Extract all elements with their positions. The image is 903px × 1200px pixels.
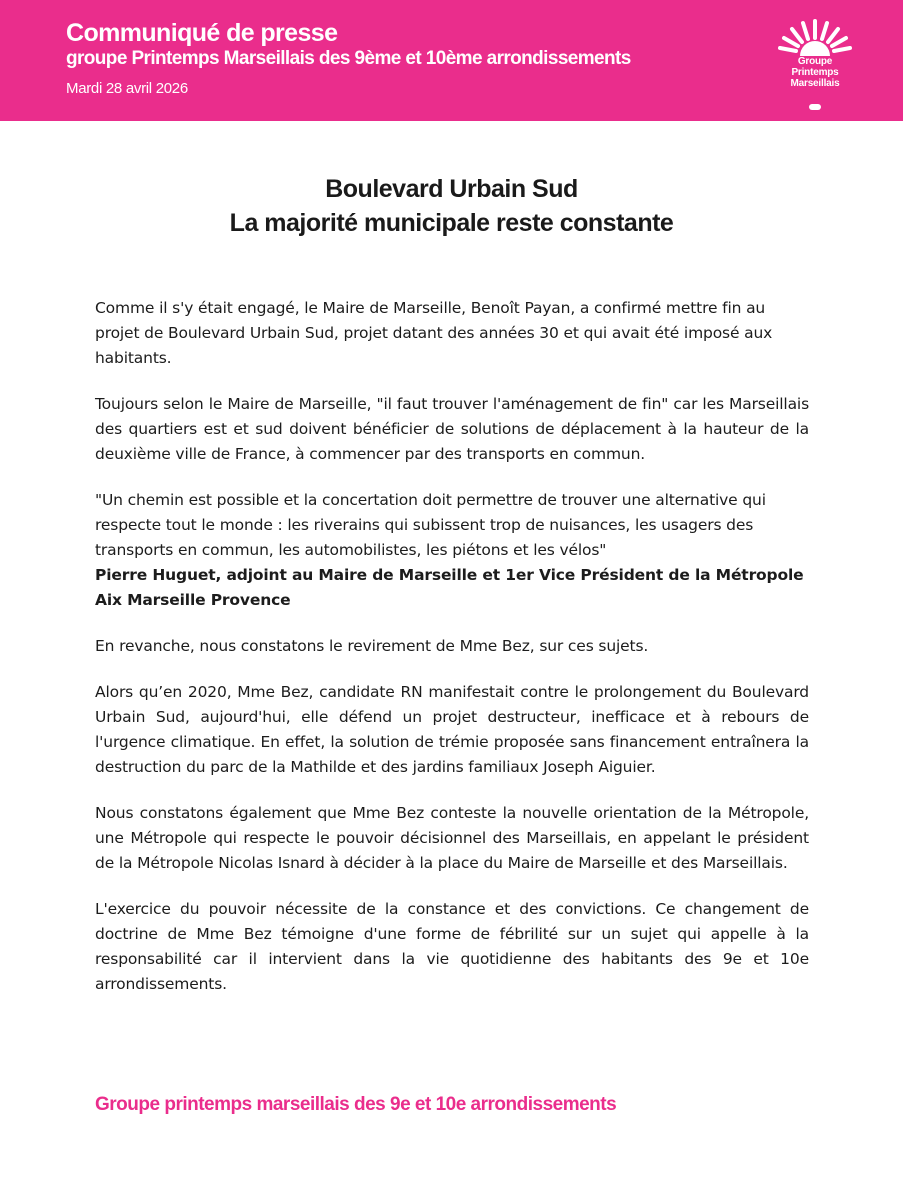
logo [772,12,858,112]
logo-line-2: Printemps [791,67,839,78]
title-line-1: Boulevard Urbain Sud [325,175,578,203]
header-title: Communiqué de presse [66,19,338,47]
logo-line-3: Marseillais [790,78,840,89]
header-subtitle: groupe Printemps Marseillais des 9ème et 10ème arrondissements [66,48,631,69]
header-date: Mardi 28 avril 2026 [66,80,188,97]
document-body [95,296,809,1018]
logo-line-1: Groupe [797,56,833,67]
paragraph-5: Alors qu’en 2020, Mme Bez, candidate RN manifestait contre le prolongement du Boulevard Urbain Sud, aujourd'hui, elle défend un projet destructeur, inefficace et à rebours de l'urgence climatique. En effet, la solution de trémie proposée sans financement entraînera la destruction du parc de la Mathilde et des jardins familiaux Joseph Aiguier. [95,683,809,776]
paragraph-quote [95,488,809,613]
sun-rays-icon [772,12,858,58]
quote-author: Pierre Huguet, adjoint au Maire de Marseille et 1er Vice Président de la Métropole Aix Marseille Provence [95,566,804,609]
paragraph-6: Nous constatons également que Mme Bez conteste la nouvelle orientation de la Métropole, une Métropole qui respecte le pouvoir décisionnel des Marseillais, en appelant le président de la Métropole Nicolas Isnard à décider à la place du Maire de Marseille et des Marseillais. [95,804,809,872]
paragraph-1: Comme il s'y était engagé, le Maire de Marseille, Benoît Payan, a confirmé mettre fin au projet de Boulevard Urbain Sud, projet datant des années 30 et qui avait été imposé aux habitants. [95,299,773,367]
quote-text: "Un chemin est possible et la concertation doit permettre de trouver une alternative qui respecte tout le monde : les riverains qui subissent trop de nuisances, les usagers des transports en commun, les automobilistes, les piétons et les vélos" [95,491,766,559]
document-title [0,172,903,240]
paragraph-7: L'exercice du pouvoir nécessite de la constance et des convictions. Ce changement de doctrine de Mme Bez témoigne d'une forme de fébrilité sur un sujet qui appelle à la responsabilité car il intervient dans la vie quotidienne des habitants des 9e et 10e arrondissements. [95,900,809,993]
paragraph-4: En revanche, nous constatons le revirement de Mme Bez, sur ces sujets. [95,637,649,655]
logo-bar [809,104,821,110]
header-banner [0,0,903,121]
footer-signature: Groupe printemps marseillais des 9e et 10e arrondissements [95,1094,617,1115]
logo-text [772,56,858,89]
title-line-2: La majorité municipale reste constante [229,209,674,237]
paragraph-2: Toujours selon le Maire de Marseille, "il faut trouver l'aménagement de fin" car les Marseillais des quartiers est et sud doivent bénéficier de solutions de déplacement à la hauteur de la deuxième ville de France, à commencer par des transports en commun. [95,395,809,463]
